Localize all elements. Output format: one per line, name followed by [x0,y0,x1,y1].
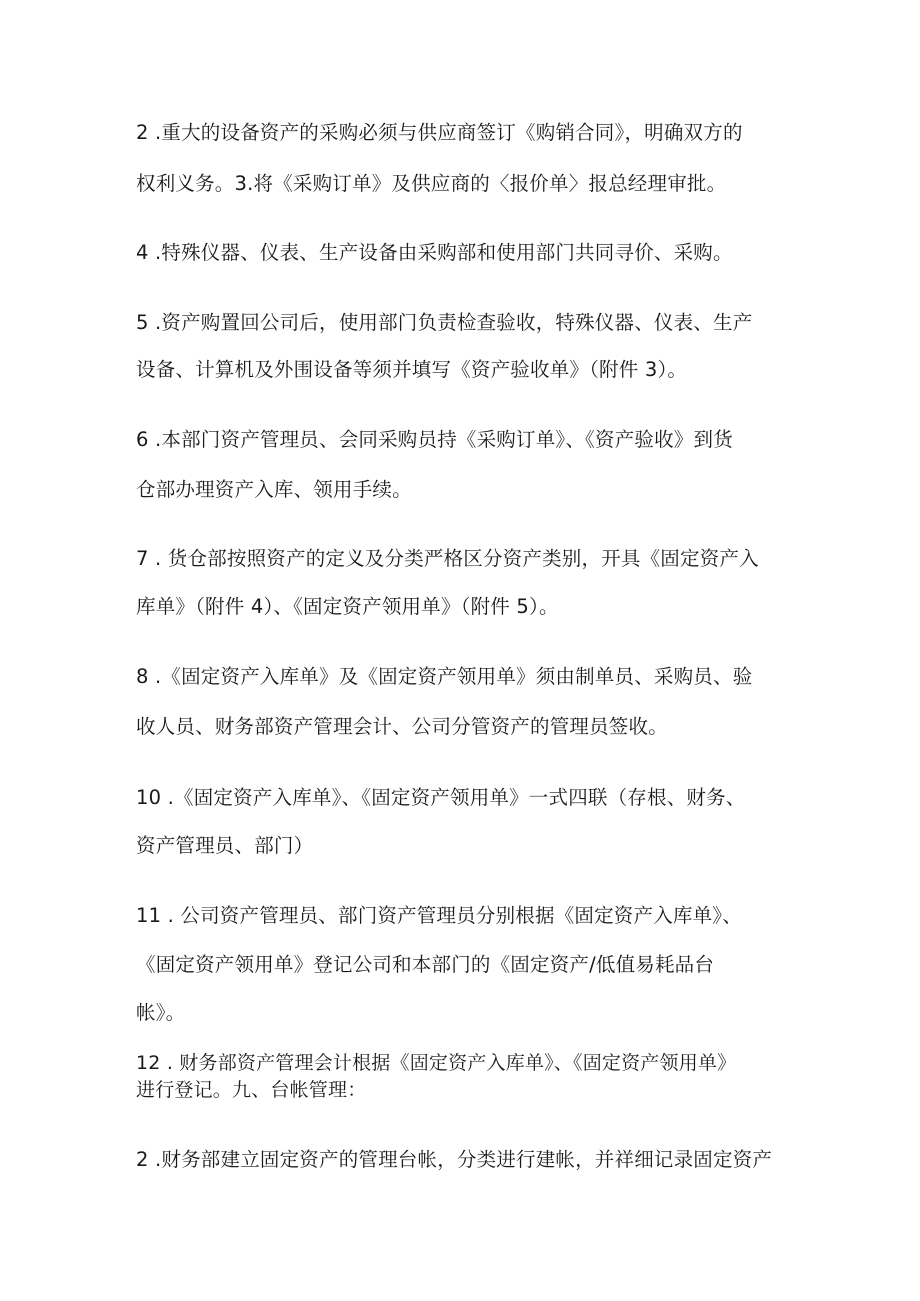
paragraph-line: 8 .《固定资产入库单》及《固定资产领用单》须由制单员、采购员、验 [136,665,753,688]
paragraph-line: 帐》。 [136,1001,186,1024]
paragraph-line: 收人员、财务部资产管理会计、公司分管资产的管理员签收。 [136,715,668,738]
paragraph-line: 5 .资产购置回公司后，使用部门负责检查验收，特殊仪器、仪表、生产 [136,311,753,334]
paragraph-line: 仓部办理资产入库、领用手续。 [136,478,412,501]
paragraph-line: 6 .本部门资产管理员、会同采购员持《采购订单》、《资产验收》到货 [136,428,733,451]
paragraph-line: 资产管理员、部门） [136,834,314,857]
paragraph-line: 10 .《固定资产入库单》、《固定资产领用单》一式四联（存根、财务、 [136,786,746,809]
paragraph-line: 权利义务。3.将《采购订单》及供应商的〈报价单〉报总经理审批。 [136,172,727,195]
paragraph-line: 11 . 公司资产管理员、部门资产管理员分别根据《固定资产入库单》、 [136,904,742,927]
paragraph-line: 4 .特殊仪器、仪表、生产设备由采购部和使用部门共同寻价、采购。 [136,241,733,264]
paragraph-line: 库单》（附件 4）、《固定资产领用单》（附件 5）。 [136,595,559,618]
paragraph-line: 设备、计算机及外围设备等须并填写《资产验收单》（附件 3）。 [136,358,688,381]
paragraph-line: 2 .财务部建立固定资产的管理台帐，分类进行建帐，并祥细记录固定资产 [136,1148,773,1171]
paragraph-line: 进行登记。九、台帐管理： [136,1079,367,1101]
paragraph-line: 7 . 货仓部按照资产的定义及分类严格区分资产类别，开具《固定资产入 [136,547,759,570]
paragraph-line: 2 .重大的设备资产的采购必须与供应商签订《购销合同》，明确双方的 [136,121,743,144]
paragraph-line: 《固定资产领用单》登记公司和本部门的《固定资产/低值易耗品台 [136,953,715,976]
paragraph-line: 12 . 财务部资产管理会计根据《固定资产入库单》、《固定资产领用单》 [136,1052,737,1074]
